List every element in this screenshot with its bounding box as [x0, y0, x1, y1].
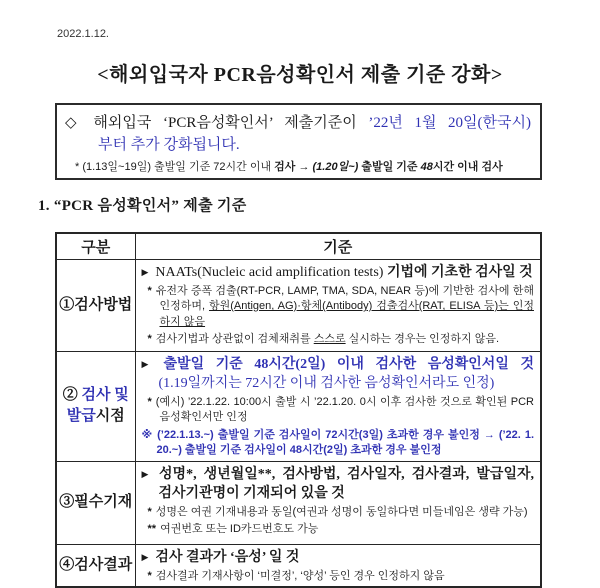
- sub-reference-note: [142, 428, 535, 459]
- footnote-bold-italic: 48: [420, 161, 433, 173]
- row-content-test-result: [135, 544, 541, 587]
- sub-text: 검사결과 기재사항이 ‘미결정’, ‘양성’ 등인 경우 인정하지 않음: [155, 569, 445, 582]
- asterisk-marker: *: [147, 395, 152, 408]
- sub-note: [148, 395, 535, 426]
- row-content-required-fields: [135, 461, 541, 544]
- label-blue: 검사 및 발급: [66, 387, 129, 424]
- row-content-test-timing: [135, 351, 541, 461]
- sub-text: 실시하는 경우는 인정하지 않음.: [345, 333, 500, 345]
- table-row-required-fields: [56, 461, 541, 544]
- table-row-test-method: [56, 259, 541, 351]
- sub-text-underlined: 항원(Antigen, AG)·항체(Antibody) 검출검사(RAT, ELISA 등)는 인정하지 않음: [159, 300, 534, 328]
- main-bullet: [142, 355, 535, 393]
- main-text-bold: 검사 결과가 ‘음성’ 일 것: [155, 549, 300, 565]
- diamond-bullet-icon: ◇: [65, 115, 85, 131]
- row-label-test-timing: [56, 351, 135, 461]
- row-content-test-method: [135, 259, 541, 351]
- footnote-bold-italic: (1.20일~): [312, 161, 359, 173]
- main-bullet: [142, 263, 535, 282]
- main-bullet: [142, 465, 535, 503]
- main-text-blue: (1.19일까지는 72시간 이내 검사한 음성확인서라도 인정): [158, 375, 495, 391]
- sub-text: 유전자 증폭 검출(RT-PCR, LAMP, TMA, SDA, NEAR 등)에 기반한 검사에 한해 인정하며,: [155, 284, 534, 312]
- notice-footnote: [65, 159, 531, 175]
- asterisk-marker: *: [147, 333, 152, 345]
- table-header-criteria: 기준: [135, 233, 541, 259]
- criteria-table: [55, 232, 542, 588]
- triangle-bullet-icon: ▶: [141, 468, 153, 479]
- sub-text: (예시) ’22.1.22. 10:00시 출발 시 ’22.1.20. 0시 이후 검사한 것으로 확인된 PCR음성확인서만 인정: [155, 395, 534, 423]
- sub-note: [148, 284, 535, 331]
- main-text-bold: 기법에 기초한 검사일 것: [386, 264, 533, 280]
- main-text-bold: 성명*, 생년월일**, 검사방법, 검사일자, 검사결과, 발급일자, 검사기관명이 기재되어 있을 것: [158, 466, 534, 501]
- sub-note: [148, 522, 535, 538]
- sub-text: 성명은 여권 기재내용과 동일(여권과 성명이 동일하다면 미들네임은 생략 가능): [155, 505, 528, 518]
- main-text-blue-bold: 출발일 기준 48시간(2일) 이내 검사한 음성확인서일 것: [163, 356, 534, 372]
- sub-note: [148, 569, 535, 585]
- notice-text-black: 해외입국 ‘PCR음성확인서’ 제출기준이: [93, 115, 369, 131]
- notice-line-1: [65, 112, 531, 134]
- sub-note: [148, 505, 535, 521]
- sub-text: 여권번호 또는 ID카드번호도 가능: [160, 523, 319, 535]
- label-black: ②: [62, 387, 82, 403]
- section-heading: 1. “PCR 음성확인서” 제출 기준: [38, 198, 247, 214]
- footnote-bold: 시간 이내 검사: [432, 161, 503, 173]
- triangle-bullet-icon: ▶: [141, 551, 149, 562]
- page-title: <해외입국자 PCR음성확인서 제출 기준 강화>: [97, 64, 503, 86]
- footnote-bold: 출발일 기준: [358, 161, 421, 173]
- notice-box: [55, 103, 542, 180]
- double-asterisk-marker: **: [147, 523, 157, 535]
- asterisk-marker: *: [75, 161, 80, 173]
- notice-line-2: 부터 추가 강화됩니다.: [98, 137, 240, 153]
- table-header-category: 구분: [56, 233, 135, 259]
- sub-text: 검사기법과 상관없이 검체채취를: [155, 333, 314, 345]
- row-label-test-method: ①검사방법: [56, 259, 135, 351]
- footnote-regular: (1.13일~19일) 출발일 기준 72시간 이내: [79, 161, 275, 173]
- sub-text-underlined: 스스로: [313, 333, 346, 345]
- table-row-test-timing: [56, 351, 541, 461]
- main-text: NAATs(Nucleic acid amplification tests): [155, 264, 387, 280]
- asterisk-marker: *: [147, 284, 152, 297]
- row-label-required-fields: ③필수기재: [56, 461, 135, 544]
- triangle-bullet-icon: ▶: [141, 266, 149, 277]
- table-row-test-result: [56, 544, 541, 587]
- sub-text-blue-bold: (’22.1.13.~) 출발일 기준 검사일이 72시간(3일) 초과한 경우 불인정 → (’22. 1. 20.~) 출발일 기준 검사일이 48시간(2일) 초과한 경우 불인정: [156, 428, 534, 456]
- triangle-bullet-icon: ▶: [141, 358, 157, 369]
- asterisk-marker: *: [147, 505, 152, 518]
- row-label-test-result: ④검사결과: [56, 544, 135, 587]
- table-header-row: [56, 233, 541, 259]
- notice-text-blue: ’22년 1월 20일(한국시): [368, 115, 531, 131]
- main-bullet: [142, 548, 535, 567]
- footnote-bold: 검사 →: [274, 161, 313, 173]
- reference-marker: ※: [141, 428, 154, 441]
- label-black: 시점: [95, 408, 125, 424]
- sub-note: [148, 332, 535, 348]
- document-date: 2022.1.12.: [57, 28, 109, 40]
- asterisk-marker: *: [147, 569, 152, 582]
